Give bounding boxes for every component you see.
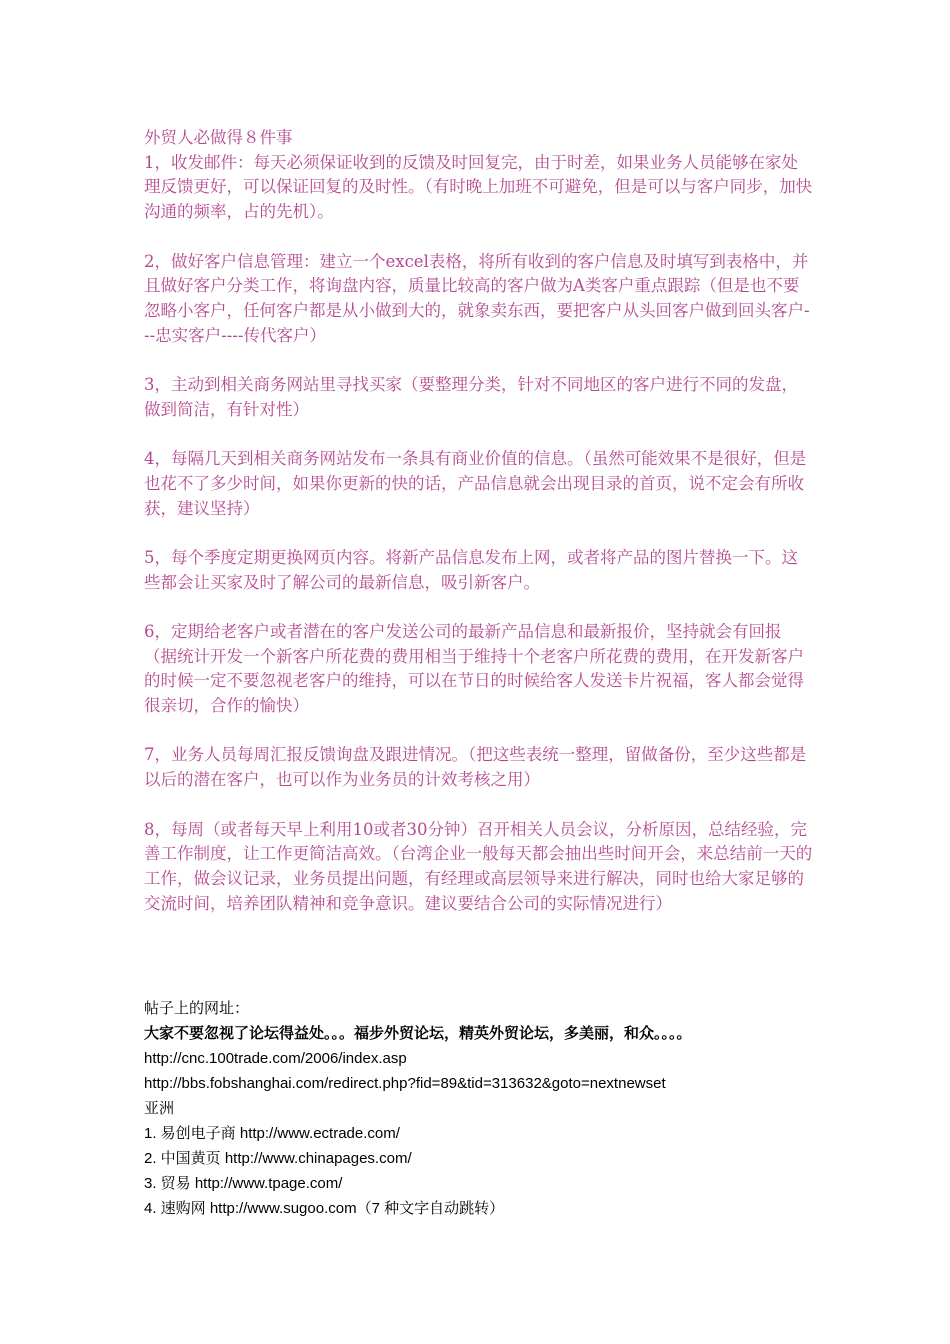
links-section	[144, 996, 844, 1221]
item-5: 5，每个季度定期更换网页内容。将新产品信息发布上网，或者将产品的图片替换一下。这些都会让买家及时了解公司的最新信息，吸引新客户。	[144, 547, 798, 592]
region-heading: 亚洲	[144, 1099, 175, 1117]
url-link-1[interactable]: http://cnc.100trade.com/2006/index.asp	[144, 1050, 407, 1067]
item-4: 4，每隔几天到相关商务网站发布一条具有商业价值的信息。（虽然可能效果不是很好，但是也花不了多少时间，如果你更新的快的话，产品信息就会出现目录的首页，说不定会有所收获，建议坚持）	[144, 449, 807, 518]
document-title: 外贸人必做得８件事	[144, 128, 293, 147]
item-6: 6，定期给老客户或者潜在的客户发送公司的最新产品信息和最新报价，坚持就会有回报（据统计开发一个新客户所花费的费用相当于维持十个老客户所花费的费用，在开发新客户的时候一定不要忽视老客户的维持，可以在节日的时候给客人发送卡片祝福，客人都会觉得很亲切，合作的愉快）	[144, 621, 804, 716]
site-link-3[interactable]: 3. 贸易 http://www.tpage.com/	[144, 1175, 343, 1192]
article-body	[144, 126, 814, 941]
item-1: 1，收发邮件：每天必须保证收到的反馈及时回复完，由于时差，如果业务人员能够在家处理反馈更好，可以保证回复的及时性。（有时晚上加班不可避免，但是可以与客户同步，加快沟通的频率，占的先机）。	[144, 152, 813, 222]
item-3: 3，主动到相关商务网站里寻找买家（要整理分类，针对不同地区的客户进行不同的发盘，做到简洁，有针对性）	[144, 375, 798, 419]
site-link-2[interactable]: 2. 中国黄页 http://www.chinapages.com/	[144, 1150, 412, 1167]
forum-note: 大家不要忽视了论坛得益处。。。福步外贸论坛，精英外贸论坛，多美丽，和众。。。。	[144, 1024, 692, 1042]
item-7: 7，业务人员每周汇报反馈询盘及跟进情况。（把这些表统一整理，留做备份，至少这些都是以后的潜在客户，也可以作为业务员的计效考核之用）	[144, 745, 807, 790]
site-link-1[interactable]: 1. 易创电子商 http://www.ectrade.com/	[144, 1125, 400, 1142]
links-label: 帖子上的网址：	[144, 999, 250, 1017]
url-link-2[interactable]: http://bbs.fobshanghai.com/redirect.php?fid=89&tid=313632&goto=nextnewset	[144, 1075, 666, 1092]
item-2: 2，做好客户信息管理：建立一个excel表格，将所有收到的客户信息及时填写到表格中，并且做好客户分类工作，将询盘内容，质量比较高的客户做为A类客户重点跟踪（但是也不要忽略小客户，任何客户都是从小做到大的，就象卖东西，要把客户从头回客户做到回头客户---忠实客户----传代客户）	[144, 251, 810, 345]
site-link-4[interactable]: 4. 速购网 http://www.sugoo.com（7 种文字自动跳转）	[144, 1200, 505, 1217]
item-8: 8，每周（或者每天早上利用10或者30分钟）召开相关人员会议，分析原因，总结经验，完善工作制度，让工作更简洁高效。（台湾企业一般每天都会抽出些时间开会，来总结前一天的工作，做会议记录，业务员提出问题，有经理或高层领导来进行解决，同时也给大家足够的交流时间，培养团队精神和竞争意识。建议要结合公司的实际情况进行）	[144, 819, 813, 913]
